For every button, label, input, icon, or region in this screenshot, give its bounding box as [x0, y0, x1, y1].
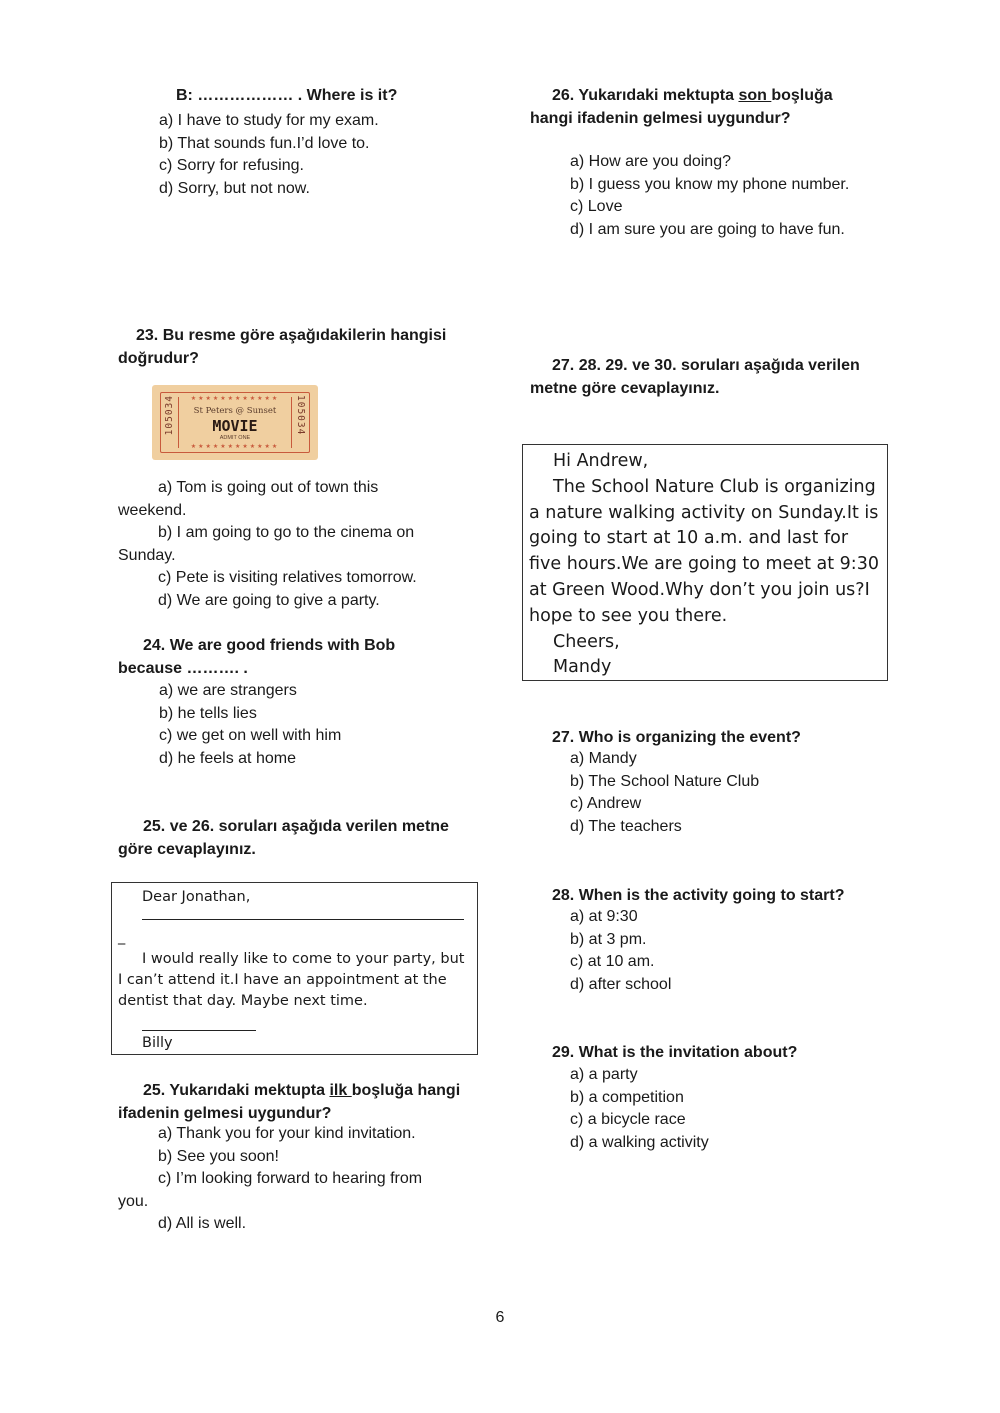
q23-prompt	[118, 324, 478, 370]
q23-options	[118, 477, 478, 612]
letter2-content	[529, 449, 885, 681]
ticket-serial-right: 105034	[295, 395, 306, 436]
letter1-signature: Billy	[142, 1035, 173, 1051]
q22-option-b[interactable]: b) That sounds fun.I’d love to.	[159, 134, 370, 152]
q23-option-b-line1: b) I am going to go to the cinema on	[158, 524, 415, 541]
q25-options	[118, 1123, 488, 1236]
q26-prompt-line1	[530, 84, 910, 107]
q26-option-b[interactable]: b) I guess you know my phone number.	[570, 175, 850, 193]
intro-27-30	[530, 354, 910, 400]
letter2-signature: Mandy	[553, 657, 612, 678]
q26-prompt-line2: hangi ifadenin gelmesi uygundur?	[530, 110, 791, 127]
letter1-greeting: Dear Jonathan,	[142, 889, 251, 905]
intro-25-26	[118, 815, 478, 861]
letter2-greeting: Hi Andrew,	[553, 451, 649, 471]
movie-ticket-image	[152, 385, 318, 460]
letter1-body-line1: I would really like to come to your party, but	[142, 951, 465, 967]
letter2-line5: at Green Wood.Why don’t you join us?I	[529, 579, 870, 600]
q26-prompt-underlined: son	[738, 87, 772, 104]
q27-option-a[interactable]: a) Mandy	[570, 750, 637, 767]
intro-27-30-line2: metne göre cevaplayınız.	[530, 380, 720, 397]
q22-prompt: B: ……………… . Where is it?	[176, 87, 398, 104]
intro-27-30-line1: 27. 28. 29. ve 30. soruları aşağıda verilen	[552, 357, 860, 374]
q25-prompt	[118, 1079, 498, 1125]
letter-box-jonathan	[111, 882, 478, 1055]
q25-option-d[interactable]: d) All is well.	[158, 1215, 247, 1232]
q25-prompt-post: boşluğa hangi	[351, 1082, 461, 1099]
letter2-line6: hope to see you there.	[529, 605, 728, 626]
q26-options	[570, 151, 900, 241]
ticket-admit: ADMIT ONE	[219, 435, 251, 441]
q25-prompt-pre: 25. Yukarıdaki mektupta	[143, 1082, 330, 1099]
q23-option-a-line2: weekend.	[118, 501, 187, 519]
letter1-body	[118, 949, 470, 1012]
ticket-serial-left: 105034	[164, 395, 175, 436]
q27-option-b[interactable]: b) The School Nature Club	[570, 772, 760, 790]
q23-prompt-line2: doğrudur?	[118, 350, 199, 367]
q25-prompt-underlined: ilk	[329, 1082, 352, 1099]
letter2-line1: The School Nature Club is organizing	[553, 476, 876, 497]
q28-option-a[interactable]: a) at 9:30	[570, 908, 638, 925]
q29-option-d[interactable]: d) a walking activity	[570, 1133, 709, 1151]
q24-option-c[interactable]: c) we get on well with him	[159, 727, 342, 744]
q24-prompt-line1: 24. We are good friends with Bob	[143, 637, 396, 654]
q26-prompt	[530, 84, 910, 130]
q22-option-a[interactable]: a) I have to study for my exam.	[159, 112, 379, 129]
q25-option-c[interactable]	[118, 1168, 488, 1213]
q26-prompt-pre: 26. Yukarıdaki mektupta	[552, 87, 739, 104]
ticket-title: MOVIE	[212, 417, 258, 435]
page-number: 6	[495, 1309, 505, 1326]
q26-option-c[interactable]: c) Love	[570, 198, 623, 215]
q22-option-d[interactable]: d) Sorry, but not now.	[159, 179, 310, 197]
q25-prompt-line2: ifadenin gelmesi uygundur?	[118, 1105, 332, 1122]
q29-option-b[interactable]: b) a competition	[570, 1088, 684, 1106]
letter1-blank-first	[142, 919, 464, 920]
letter-box-andrew	[522, 444, 888, 681]
q27-prompt: 27. Who is organizing the event?	[552, 729, 801, 746]
q26-prompt-post: boşluğa	[771, 87, 833, 104]
letter1-body-line2: I can’t attend it.I have an appointment at the	[118, 972, 447, 988]
q23-option-b-line2: Sunday.	[118, 546, 176, 564]
intro-25-26-line1: 25. ve 26. soruları aşağıda verilen metne	[143, 818, 449, 835]
q27-options	[570, 748, 900, 838]
q22-options	[159, 110, 459, 200]
q23-option-d[interactable]: d) We are going to give a party.	[158, 591, 380, 609]
q29-option-c[interactable]: c) a bicycle race	[570, 1111, 686, 1128]
q22-option-c[interactable]: c) Sorry for refusing.	[159, 157, 304, 174]
ticket-stars-top: ★★★★★★★★★★★★	[190, 396, 280, 402]
q23-option-a[interactable]	[118, 477, 478, 522]
q24-option-b[interactable]: b) he tells lies	[159, 704, 257, 722]
q29-option-a[interactable]: a) a party	[570, 1066, 638, 1083]
letter1-blank-last	[142, 1030, 256, 1031]
letter2-line2: a nature walking activity on Sunday.It is	[529, 502, 879, 523]
q29-options	[570, 1064, 900, 1154]
q24-prompt-line2: because ………. .	[118, 660, 248, 677]
q23-prompt-line1: 23. Bu resme göre aşağıdakilerin hangisi	[136, 327, 447, 344]
q25-option-c-line1: c) I’m looking forward to hearing from	[158, 1170, 423, 1187]
ticket-venue: St Peters @ Sunset	[193, 406, 277, 416]
q24-option-a[interactable]: a) we are strangers	[159, 682, 297, 699]
q25-prompt-line1	[118, 1079, 498, 1102]
q27-option-d[interactable]: d) The teachers	[570, 817, 682, 835]
q27-option-c[interactable]: c) Andrew	[570, 795, 642, 812]
q24-prompt	[118, 634, 478, 680]
letter2-line4: five hours.We are going to meet at 9:30	[529, 554, 879, 575]
q23-option-c[interactable]: c) Pete is visiting relatives tomorrow.	[158, 569, 417, 586]
q25-option-b[interactable]: b) See you soon!	[158, 1147, 279, 1165]
q28-options	[570, 906, 900, 996]
letter2-line3: going to start at 10 a.m. and last for	[529, 528, 849, 549]
q29-prompt: 29. What is the invitation about?	[552, 1044, 798, 1061]
q28-option-d[interactable]: d) after school	[570, 975, 672, 993]
q23-option-b[interactable]	[118, 522, 478, 567]
ticket-stars-bottom: ★★★★★★★★★★★★	[190, 444, 280, 450]
q25-option-a[interactable]: a) Thank you for your kind invitation.	[158, 1125, 416, 1142]
q26-option-a[interactable]: a) How are you doing?	[570, 153, 731, 170]
q28-option-b[interactable]: b) at 3 pm.	[570, 930, 647, 948]
q26-option-d[interactable]: d) I am sure you are going to have fun.	[570, 220, 845, 238]
letter1-body-line3: dentist that day. Maybe next time.	[118, 993, 368, 1009]
letter2-closing: Cheers,	[553, 631, 620, 652]
q25-option-c-line2: you.	[118, 1192, 149, 1210]
q28-prompt: 28. When is the activity going to start?	[552, 887, 845, 904]
q24-options	[159, 680, 459, 770]
letter1-underscore-tail: _	[118, 929, 126, 945]
q23-option-a-line1: a) Tom is going out of town this	[158, 479, 379, 496]
q24-option-d[interactable]: d) he feels at home	[159, 749, 296, 767]
intro-25-26-line2: göre cevaplayınız.	[118, 841, 256, 858]
q28-option-c[interactable]: c) at 10 am.	[570, 953, 655, 970]
